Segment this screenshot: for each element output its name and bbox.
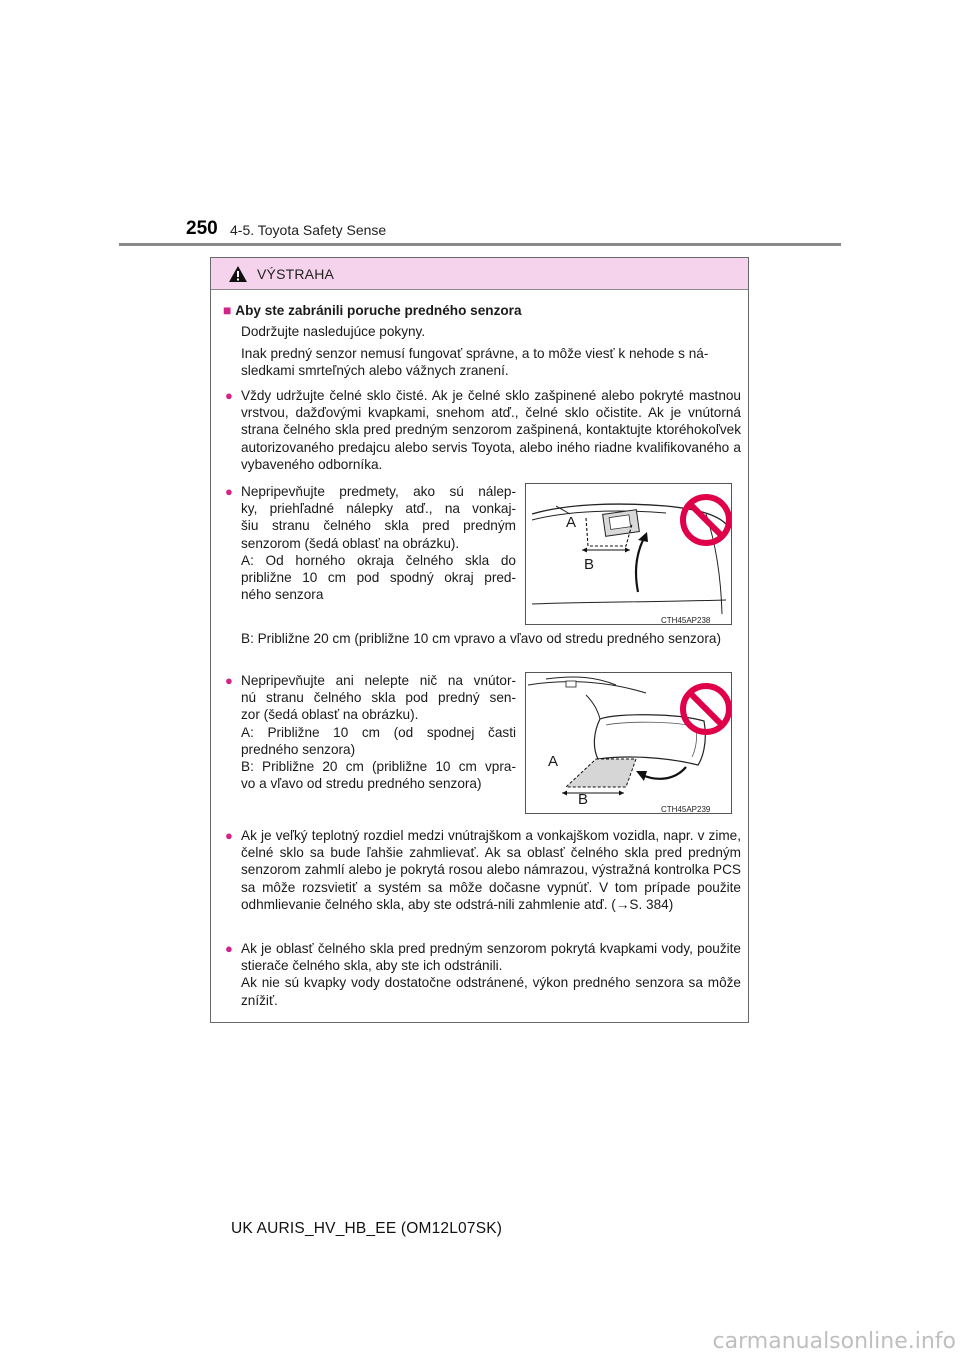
warning-triangle-icon (228, 265, 248, 283)
warning-title: VÝSTRAHA (257, 265, 335, 282)
figure-1-code: CTH45AP238 (661, 616, 711, 625)
bullet-3-line: nú stranu čelného skla pod predný sen- (241, 690, 516, 706)
windshield-outside-illustration (526, 484, 731, 624)
figure-2-code: CTH45AP239 (661, 805, 711, 814)
header-rule (119, 243, 841, 246)
intro-text-1: Dodržujte nasledujúce pokyny. (241, 324, 426, 339)
figure-2-label-a: A (548, 753, 559, 770)
bullet-text-1: Vždy udržujte čelné sklo čisté. Ak je čelné sklo zašpinené alebo pokryté mastnou vrstvou, dažďovými kvapkami, snehom atď., čelné sklo očistite. Ak je vnútorná strana čelného skla pred predným senzorom zašpinená, kontaktujte ktoréhokoľvek autorizovaného predajcu alebo servis Toyota, alebo iného riadne kvalifikovaného a vybaveného odborníka. (241, 388, 741, 472)
bullet-2-line: šiu stranu čelného skla pred predným (241, 518, 516, 534)
warning-heading-row (223, 302, 743, 319)
bullet-3-line: predného senzora) (241, 741, 356, 757)
bullet-3-line: A: Približne 10 cm (od spodnej časti (241, 724, 516, 740)
bullet-2-line: A: Od horného okraja čelného skla do (241, 552, 516, 568)
bullet-dot-icon: ● (225, 828, 233, 843)
windshield-inside-illustration (526, 673, 731, 813)
page-number: 250 (186, 218, 218, 239)
bullet-2-line: približne 10 cm pod spodný okraj pred- (241, 570, 516, 586)
warning-box (210, 257, 749, 1023)
bullet-item-1 (225, 387, 741, 473)
figure-windshield-outside (525, 483, 732, 625)
warning-heading: Aby ste zabránili poruche predného senzora (235, 303, 522, 318)
bullet-2-continuation: B: Približne 20 cm (približne 10 cm vpravo a vľavo od stredu predného senzora) (241, 631, 721, 646)
square-bullet-icon: ■ (223, 302, 232, 318)
figure-windshield-inside (525, 672, 732, 814)
bullet-3-line: B: Približne 20 cm (približne 10 cm vpra- (241, 759, 516, 775)
section-title: 4-5. Toyota Safety Sense (230, 222, 387, 238)
bullet-2-line: ky, priehľadné nálepky atď., na vonkaj- (241, 501, 516, 517)
warning-header (211, 258, 748, 290)
figure-1-label-b: B (584, 556, 595, 573)
bullet-text-5b: Ak nie sú kvapky vody dostatočne odstránené, výkon predného senzora sa môže znížiť. (241, 975, 741, 1008)
watermark: carmanualsonline.info (712, 1329, 956, 1354)
bullet-item-3 (225, 672, 516, 792)
warning-content (211, 290, 748, 1022)
bullet-dot-icon: ● (225, 388, 233, 403)
intro-text-2: Inak predný senzor nemusí fungovať správne, a to môže viesť k nehode s ná-sledkami smrteľných alebo vážnych zranení. (241, 346, 709, 379)
bullet-3-line: vo a vľavo od stredu predného senzora) (241, 776, 482, 792)
bullet-item-4 (225, 827, 741, 913)
footer-model-code: UK AURIS_HV_HB_EE (OM12L07SK) (231, 1220, 503, 1237)
bullet-text-5: Ak je oblasť čelného skla pred predným senzorom pokrytá kvapkami vody, použite stierače čelného skla, aby ste ich odstránili. (241, 941, 741, 974)
bullet-2-line: ného senzora (241, 587, 324, 603)
figure-1-label-a: A (566, 514, 577, 531)
bullet-dot-icon: ● (225, 673, 233, 688)
bullet-2-line: Nepripevňujte predmety, ako sú nálep- (241, 484, 516, 499)
bullet-dot-icon: ● (225, 941, 233, 956)
bullet-3-line: Nepripevňujte ani nelepte nič na vnútor- (241, 673, 516, 688)
bullet-2-line: senzorom (šedá oblasť na obrázku). (241, 535, 460, 551)
bullet-item-5 (225, 940, 741, 1009)
bullet-item-2 (225, 483, 516, 603)
bullet-3-line: zor (šedá oblasť na obrázku). (241, 707, 419, 723)
bullet-text-4: Ak je veľký teplotný rozdiel medzi vnútrajškom a vonkajškom vozidla, napr. v zime, čelné sklo sa bude ľahšie zahmlievať. Ak sa oblasť čelného skla pred predným senzorom zahmlí alebo je pokrytá rosou alebo námrazou, výstražná kontrolka PCS sa môže rozsvietiť a systém sa môže dočasne vypnúť. V tom prípade použite odhmlievanie čelného skla, aby ste odstrá-nili zahmlenie atď. (→S. 384) (241, 828, 741, 912)
figure-2-label-b: B (578, 791, 589, 808)
bullet-dot-icon: ● (225, 484, 233, 499)
